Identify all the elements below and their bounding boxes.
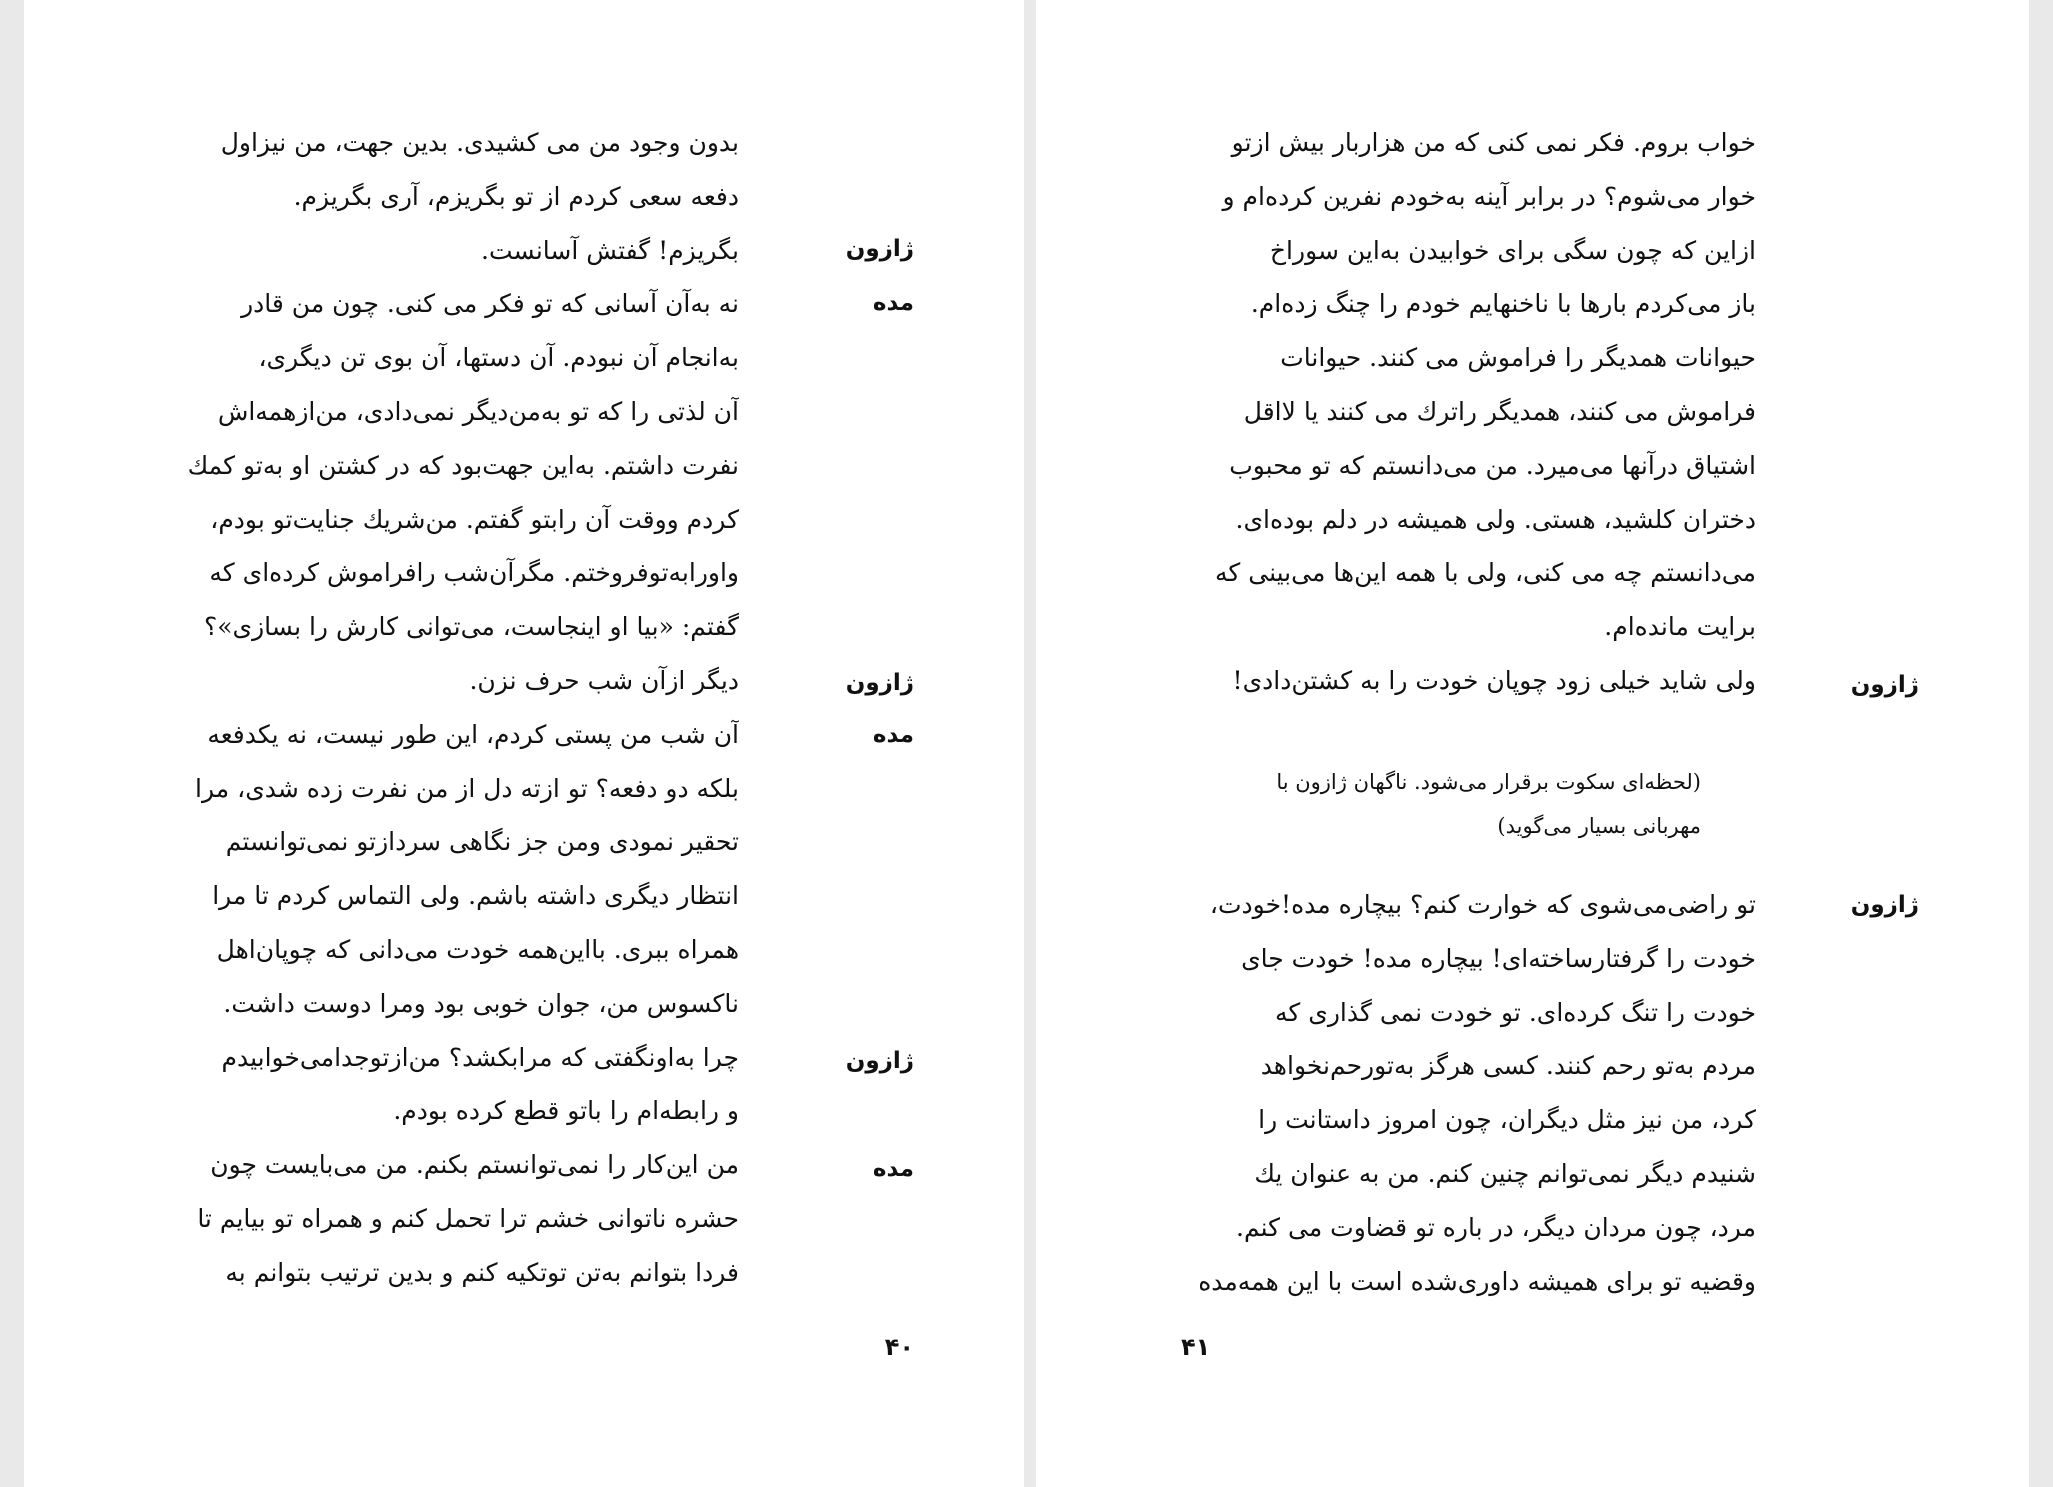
text-line: واورابه‌توفروختم. مگرآن‌شب رافراموش کرده‌ای که	[209, 558, 739, 588]
text-line: اشتیاق درآنها می‌میرد. من می‌دانستم که تو محبوب	[1229, 450, 1756, 480]
text-line: بلکه دو دفعه؟ تو ازته دل از من نفرت زده شدی، مرا	[195, 773, 739, 803]
stage-direction	[1181, 760, 1701, 848]
text-line: مهربانی بسیار می‌گوید)	[1497, 814, 1701, 838]
text-line: بگریزم! گفتش آسانست.	[481, 235, 739, 265]
text-line: گفتم: «بیا او اینجاست، می‌توانی کارش را بسازی»؟	[203, 612, 739, 642]
right-page	[1036, 0, 2029, 1487]
text-line: برایت مانده‌ام.	[1604, 612, 1756, 642]
speaker-label: ژازون	[1850, 892, 1919, 918]
text-line: شنیدم دیگر نمی‌توانم چنین کنم. من به عنوان یك	[1254, 1158, 1756, 1188]
text-line: وقضیه تو برای همیشه داوری‌شده است با این همه‌مده	[1198, 1266, 1756, 1296]
text-line: آن لذتی را که تو به‌من‌دیگر نمی‌دادی، من‌ازهمه‌اش	[217, 396, 739, 426]
text-line: مردم به‌تو رحم کنند. کسی هرگز به‌تورحم‌نخواهد	[1260, 1051, 1756, 1081]
text-line: خوار می‌شوم؟ در برابر آینه به‌خودم نفرین کرده‌ام و	[1222, 181, 1756, 211]
speaker-label: مده	[872, 290, 914, 316]
text-line: می‌دانستم چه می کنی، ولی با همه این‌ها می‌بینی که	[1214, 558, 1756, 588]
dialogue-text	[169, 116, 739, 1300]
text-line: ناکسوس من، جوان خوبی بود ومرا دوست داشت.	[223, 988, 739, 1018]
text-line: نه به‌آن آسانی که تو فکر می کنی. چون من قادر	[241, 289, 739, 319]
text-line: خودت را گرفتارساخته‌ای! بیچاره مده! خودت جای	[1241, 943, 1756, 973]
text-line: نفرت داشتم. به‌این جهت‌بود که در کشتن او به‌تو کمك	[187, 450, 739, 480]
speaker-label: ژازون	[845, 670, 914, 696]
text-line: ولی شاید خیلی زود چوپان خودت را به کشتن‌دادی!	[1232, 665, 1756, 695]
text-line: آن شب من پستی کردم، این طور نیست، نه یکدفعه	[207, 719, 739, 749]
text-line: و رابطه‌ام را باتو قطع کرده بودم.	[393, 1096, 739, 1126]
text-line: دیگر ازآن شب حرف نزن.	[469, 665, 739, 695]
text-line: حشره ناتوانی خشم ترا تحمل کنم و همراه تو بیایم تا	[197, 1203, 739, 1233]
text-line: خواب بروم. فکر نمی کنی که من هزاربار بیش ازتو	[1231, 128, 1756, 157]
dialogue-text	[1181, 116, 1756, 708]
text-line: چرا به‌اونگفتی که مرابکشد؟ من‌ازتوجدامی‌خوابیدم	[221, 1042, 739, 1072]
text-line: دفعه سعی کردم از تو بگریزم، آری بگریزم.	[293, 181, 739, 211]
text-line: کرد، من نیز مثل دیگران، چون امروز داستانت را	[1258, 1105, 1756, 1135]
text-line: (لحظه‌ای سکوت برقرار می‌شود. ناگهان ژازون با	[1276, 770, 1701, 794]
text-line: فراموش می کنند، همدیگر راترك می کنند یا لااقل	[1243, 396, 1756, 426]
text-line: همراه ببری. بااین‌همه خودت می‌دانی که چوپان‌اهل	[216, 934, 739, 964]
text-line: بدون وجود من می کشیدی. بدین جهت، من نیزاول	[220, 128, 739, 157]
left-page	[24, 0, 1024, 1487]
speaker-label: مده	[872, 1156, 914, 1182]
speaker-label: ژازون	[845, 1048, 914, 1074]
text-line: فردا بتوانم به‌تن توتکیه کنم و بدین ترتیب بتوانم به	[225, 1257, 739, 1287]
text-line: باز می‌کردم بارها با ناخنهایم خودم را چنگ زده‌ام.	[1250, 289, 1756, 319]
text-line: من این‌کار را نمی‌توانستم بکنم. من می‌بایست چون	[210, 1150, 739, 1180]
text-line: به‌انجام آن نبودم. آن دستها، آن بوی تن دیگری،	[258, 343, 739, 373]
text-line: کردم ووقت آن رابتو گفتم. من‌شریك جنایت‌تو بودم،	[210, 504, 739, 534]
text-line: تحقیر نمودی ومن جز نگاهی سردازتو نمی‌توانستم	[225, 827, 739, 857]
text-line: ازاین که چون سگی برای خوابیدن به‌این سوراخ	[1269, 235, 1756, 265]
text-line: دختران کلشید، هستی. ولی همیشه در دلم بوده‌ای.	[1235, 504, 1756, 534]
text-line: مرد، چون مردان دیگر، در باره تو قضاوت می کنم.	[1236, 1212, 1756, 1242]
text-line: حیوانات همدیگر را فراموش می کنند. حیوانات	[1280, 343, 1756, 373]
speaker-label: ژازون	[1850, 672, 1919, 698]
dialogue-text	[1181, 878, 1756, 1308]
text-line: خودت را تنگ کرده‌ای. تو خودت نمی گذاری که	[1275, 997, 1756, 1027]
text-line: تو راضی‌می‌شوی که خوارت کنم؟ بیچاره مده!خودت،	[1209, 890, 1756, 919]
page-number: ۴۱	[1181, 1333, 1211, 1361]
text-line: انتظار دیگری داشته باشم. ولی التماس کردم تا مرا	[212, 881, 739, 911]
page-number: ۴۰	[884, 1333, 914, 1361]
speaker-label: مده	[872, 722, 914, 748]
speaker-label: ژازون	[845, 236, 914, 262]
